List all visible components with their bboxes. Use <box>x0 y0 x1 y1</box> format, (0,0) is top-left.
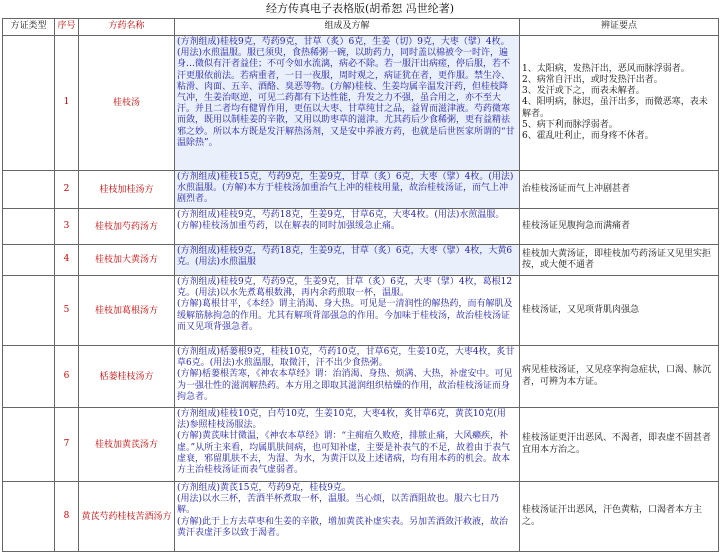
formula-name-cell: 桂枝加葛根汤方 <box>79 276 175 346</box>
col-header-category: 方证类型 <box>3 19 55 36</box>
key-points-cell: 病见桂枝汤证，又见痉挛拘急症状，口渴、脉沉者，可辨为本方证。 <box>520 346 719 408</box>
key-points-cell: 治桂枝汤证而气上冲剧甚者 <box>520 171 719 209</box>
table-row <box>3 171 719 209</box>
table-row <box>3 482 719 552</box>
table-row <box>3 36 719 171</box>
col-header-composition: 组成及方解 <box>175 19 520 36</box>
key-points-cell: 桂枝汤证更汗出恶风、不渴者，即表虚不固甚者宜用本方治之。 <box>520 408 719 482</box>
index-cell: 6 <box>55 346 79 408</box>
key-points-cell: 桂枝汤证汗出恶风，汗色黄粘，口渴者本方主之。 <box>520 482 719 552</box>
category-cell <box>3 209 55 245</box>
composition-cell: (方剂组成)黄芪15克，芍药9克，桂枝9克。 (用法)以水三杯，苦酒半杯煮取一杯，温服。当心烦，以苦酒阻故也。服六七日乃解。 (方解)此于上方去草枣和生姜的辛散，增加黄芪补虚实表。另加苦酒敛汗救液，故治黄汗表虚汗多以致于渴者。 <box>175 482 520 552</box>
page-title: 经方传真电子表格版(胡希恕 冯世纶著) <box>265 2 455 15</box>
composition-cell: (方剂组成)桂枝9克，芍药9克，甘草（炙）6克，生姜（切）9克，大枣（擘）4枚。(用法)水煎温服。服已须臾，食热稀粥一碗，以助药力，同时盖以棉被令一时许，遍身…微似有汗者益佳；不可令如水流漓，病必不除。若一服汗出病瘥，停后服，若不汗更服依前法。若病重者，一日一夜服，周时观之，病证犹在者，更作服。禁生冷、粘滑、肉面、五辛、酒酪、臭恶等物。(方解)桂枝、生姜均属辛温发汗药，但桂枝降气冲，生姜治呕逆，可见二药都有下达性能，升发之力不强，虽合用之，亦不至大汗。并且二者均有健胃作用，更伍以大枣、甘草纯甘之品，益胃而滋津液。芍药微寒而敛，既用以制桂姜的辛散，又用以助枣草的滋津。尤其药后少食稀粥，更有益精祛邪之妙。所以本方既是发汗解热汤剂，又是安中养液方药，也就是后世医家所谓的“甘温除热”。 <box>175 36 520 171</box>
key-points-cell: 1、太阳病，发热汗出，恶风而脉浮弱者。 2、病常自汗出，或时发热汗出者。 3、发汗或下之，而表未解者。 4、阳明病，脉迟，虽汗出多，而微恶寒，表未解者。 5、病下利而脉浮弱者。 6、霍乱吐利止，而身疼不休者。 <box>520 36 719 171</box>
formula-name-cell: 桂枝汤 <box>79 36 175 171</box>
category-cell <box>3 276 55 346</box>
table-row <box>3 276 719 346</box>
table-row <box>3 346 719 408</box>
header-row <box>3 19 719 36</box>
col-header-name: 方药名称 <box>79 19 175 36</box>
key-points-cell: 桂枝汤证见腹拘急而满痛者 <box>520 209 719 245</box>
formula-name-cell: 黄芪芍药桂枝苦酒汤方 <box>79 482 175 552</box>
index-cell: 5 <box>55 276 79 346</box>
formula-name-cell: 桂枝加桂汤方 <box>79 171 175 209</box>
category-cell <box>3 482 55 552</box>
category-cell <box>3 245 55 276</box>
table-row <box>3 209 719 245</box>
index-cell: 7 <box>55 408 79 482</box>
category-cell <box>3 346 55 408</box>
composition-cell: (方剂组成)桂枝9克，芍药18克，生姜9克，甘草（炙）6克，大枣（擘）4枚，大黄6克。(用法)水煎温服 <box>175 245 520 276</box>
composition-cell: (方剂组成)桂枝9克，芍药9克，生姜9克，甘草（炙）6克，大枣（擘）4枚，葛根12克。(用法)以水先煮葛根数沸，再内余药煎取一杯，温服。 (方解)葛根甘平，《本经》谓主消渴、身大热。可见是一清润性的解热药，而有解肌及缓解筋脉拘急的作用。尤其有解项背部强急的作用。今加味于桂枝汤，故治桂枝汤证而又见项背强急者。 <box>175 276 520 346</box>
table-row <box>3 245 719 276</box>
index-cell: 2 <box>55 171 79 209</box>
formula-name-cell: 栝蒌桂枝汤方 <box>79 346 175 408</box>
category-cell <box>3 408 55 482</box>
key-points-cell: 桂枝加大黄汤证，即桂枝加芍药汤证又见里实拒按，或大便不通者 <box>520 245 719 276</box>
composition-cell: (方剂组成)栝蒌根9克，桂枝10克，芍药10克，甘草6克，生姜10克，大枣4枚，炙甘草6克。(用法)水煎温服，取微汗，汗不出少食热粥。 (方解)栝蒌根苦寒，《神农本草经》谓：治消渴、身热、烦满、大热，补虚安中。可见为一强壮性的滋润解热药。本方用之即取其滋润组织枯燥的作用，故治桂枝汤证而身拘急者。 <box>175 346 520 408</box>
formula-name-cell: 桂枝加芍药汤方 <box>79 209 175 245</box>
index-cell: 1 <box>55 36 79 171</box>
col-header-index: 序号 <box>55 19 79 36</box>
category-cell <box>3 171 55 209</box>
composition-cell: (方剂组成)桂枝10克，白芍10克，生姜10克，大枣4枚，炙甘草6克，黄芪10克(用法)参照桂枝汤服法。 (方解)黄芪味甘微温，《神农本草经》谓：“主痈疽久败疮，排脓止痛，大风癞疾，补虚。”从所主来看，均属肌肤间病，也可知补虚，主要是补表气的不足，故着由于表气虚衰，邪留肌肤不去，为湿、为水，为黄汗以及上述诸病，均有用本药的机会。故本方主治桂枝汤证而表气虚弱者。 <box>175 408 520 482</box>
key-points-cell: 桂枝汤证，又见项背肌肉强急 <box>520 276 719 346</box>
table-row <box>3 408 719 482</box>
formula-name-cell: 桂枝加黄芪汤方 <box>79 408 175 482</box>
category-cell <box>3 36 55 171</box>
index-cell: 3 <box>55 209 79 245</box>
index-cell: 8 <box>55 482 79 552</box>
formula-table <box>2 18 719 552</box>
composition-cell: (方剂组成)桂枝9克，芍药18克，生姜9克，甘草6克，大枣4枚。(用法)水煎温服。 (方解)桂枝汤加重芍药，以在解表的同时加强缓急止痛。 <box>175 209 520 245</box>
formula-name-cell: 桂枝加大黄汤方 <box>79 245 175 276</box>
col-header-key-points: 辨证要点 <box>520 19 719 36</box>
composition-cell: (方剂组成)桂枝15克，芍药9克，生姜9克，甘草（炙）6克，大枣（擘）4枚。(用法)水煎温服。(方解)本方于桂枝汤加重治气上冲的桂枝用量，故治桂枝汤证，而气上冲剧烈者。 <box>175 171 520 209</box>
index-cell: 4 <box>55 245 79 276</box>
